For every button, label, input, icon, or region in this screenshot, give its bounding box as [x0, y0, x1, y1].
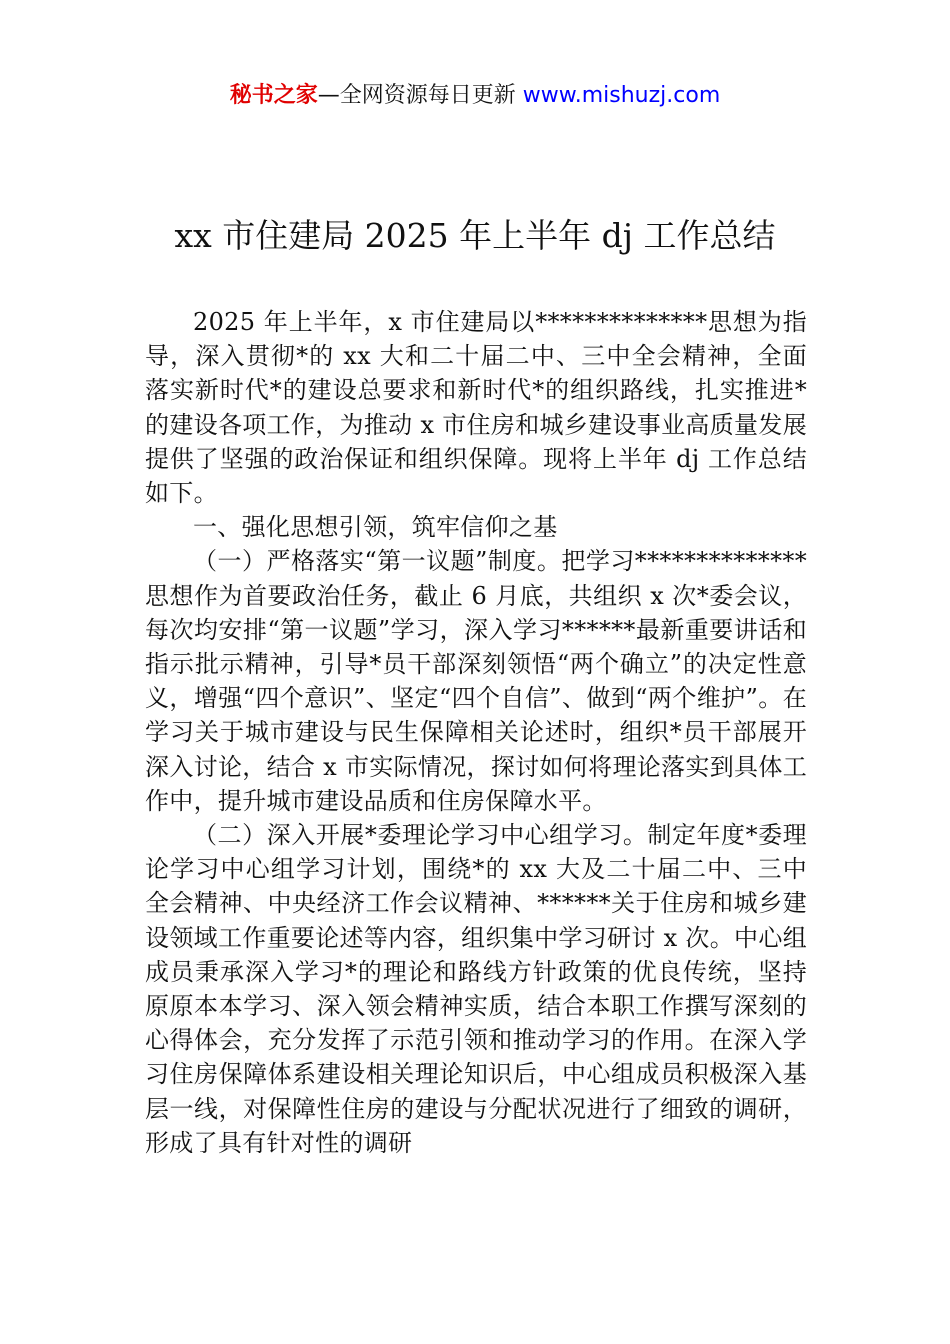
body-paragraph: （二）深入开展*委理论学习中心组学习。制定年度*委理论学习中心组学习计划，围绕*的 xx 大及二十届二中、三中全会精神、中央经济工作会议精神、******关于住房和城乡建设领域工作重要论述等内容，组织集中学习研讨 x 次。中心组成员秉承深入学习*的理论和路线方针政策的优良传统，坚持原原本本学习、深入领会精神实质，结合本职工作撰写深刻的心得体会，充分发挥了示范引领和推动学习的作用。在深入学习住房保障体系建设相关理论知识后，中心组成员积极深入基层一线，对保障性住房的建设与分配状况进行了细致的调研，形成了具有针对性的调研 [145, 821, 807, 1157]
document-title: xx 市住建局 2025 年上半年 dj 工作总结 [174, 216, 776, 255]
header-tagline: —全网资源每日更新 [317, 83, 516, 108]
body-paragraph: （一）严格落实“第一议题”制度。把学习**************思想作为首要政治任务，截止 6 月底，共组织 x 次*委会议，每次均安排“第一议题”学习，深入学习******最新重要讲话和指示批示精神，引导*员干部深刻领悟“两个确立”的决定性意义，增强“四个意识”、坚定“四个自信”、做到“两个维护”。在学习关于城市建设与民生保障相关论述时，组织*员干部展开深入讨论，结合 x 市实际情况，探讨如何将理论落实到具体工作中，提升城市建设品质和住房保障水平。 [145, 547, 807, 815]
document-body [145, 305, 807, 1160]
site-header [0, 80, 950, 112]
site-url-link[interactable]: www.mishuzj.com [522, 83, 721, 108]
section-heading: 一、强化思想引领，筑牢信仰之基 [193, 513, 558, 542]
brand-name: 秘书之家 [229, 83, 318, 108]
intro-paragraph: 2025 年上半年，x 市住建局以**************思想为指导，深入贯彻*的 xx 大和二十届二中、三中全会精神，全面落实新时代*的建设总要求和新时代*的组织路线，扎实推进*的建设各项工作，为推动 x 市住房和城乡建设事业高质量发展提供了坚强的政治保证和组织保障。现将上半年 dj 工作总结如下。 [145, 308, 807, 508]
